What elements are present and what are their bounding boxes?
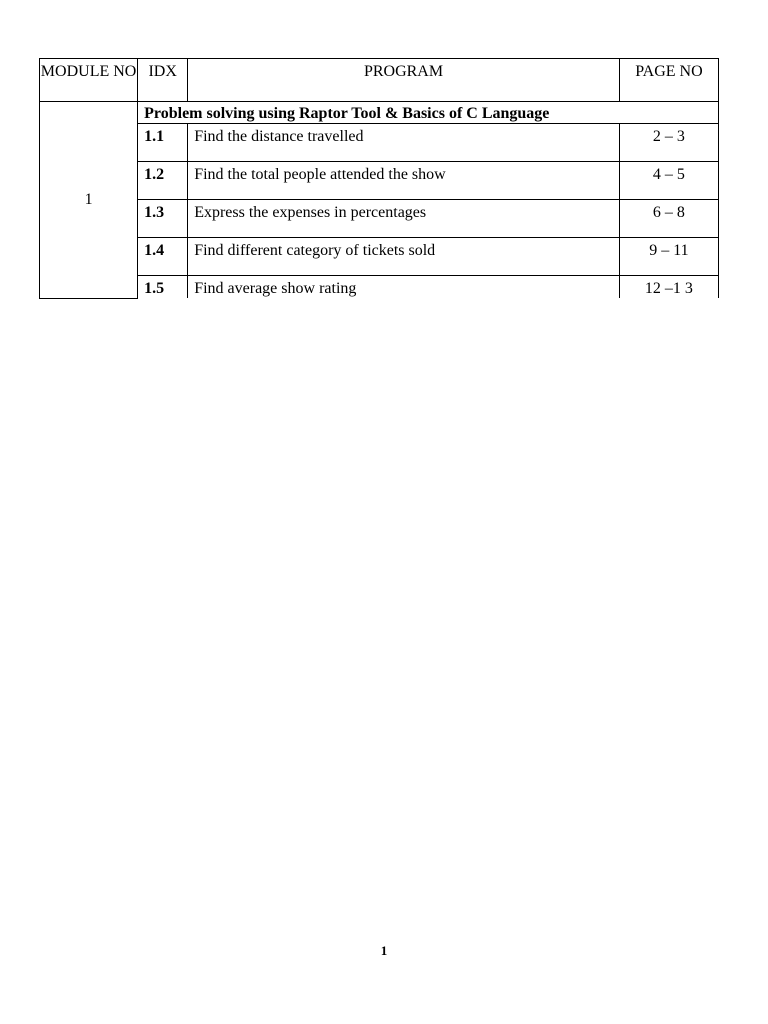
section-title: Problem solving using Raptor Tool & Basics of C Language <box>138 102 719 124</box>
row-idx: 1.5 <box>138 276 188 299</box>
header-page-no: PAGE NO <box>619 59 718 102</box>
row-idx: 1.3 <box>138 200 188 238</box>
header-module-no: MODULE NO <box>40 59 138 102</box>
row-program: Find average show rating <box>188 276 620 299</box>
row-program: Find different category of tickets sold <box>188 238 620 276</box>
program-index-table <box>39 58 719 299</box>
row-page-range: 12 –1 3 <box>619 276 718 299</box>
page-number: 1 <box>380 943 388 958</box>
row-program: Find the total people attended the show <box>188 162 620 200</box>
header-idx: IDX <box>138 59 188 102</box>
table-row <box>40 200 719 238</box>
row-page-range: 2 – 3 <box>619 124 718 162</box>
table-row <box>40 162 719 200</box>
row-idx: 1.1 <box>138 124 188 162</box>
row-page-range: 6 – 8 <box>619 200 718 238</box>
row-page-range: 9 – 11 <box>619 238 718 276</box>
table-header-row <box>40 59 719 102</box>
row-page-range: 4 – 5 <box>619 162 718 200</box>
table-row <box>40 124 719 162</box>
module-number: 1 <box>40 102 138 299</box>
row-program: Find the distance travelled <box>188 124 620 162</box>
section-title-row <box>40 102 719 124</box>
row-idx: 1.2 <box>138 162 188 200</box>
row-program: Express the expenses in percentages <box>188 200 620 238</box>
table-row <box>40 238 719 276</box>
header-program: PROGRAM <box>188 59 620 102</box>
table-row <box>40 276 719 299</box>
row-idx: 1.4 <box>138 238 188 276</box>
